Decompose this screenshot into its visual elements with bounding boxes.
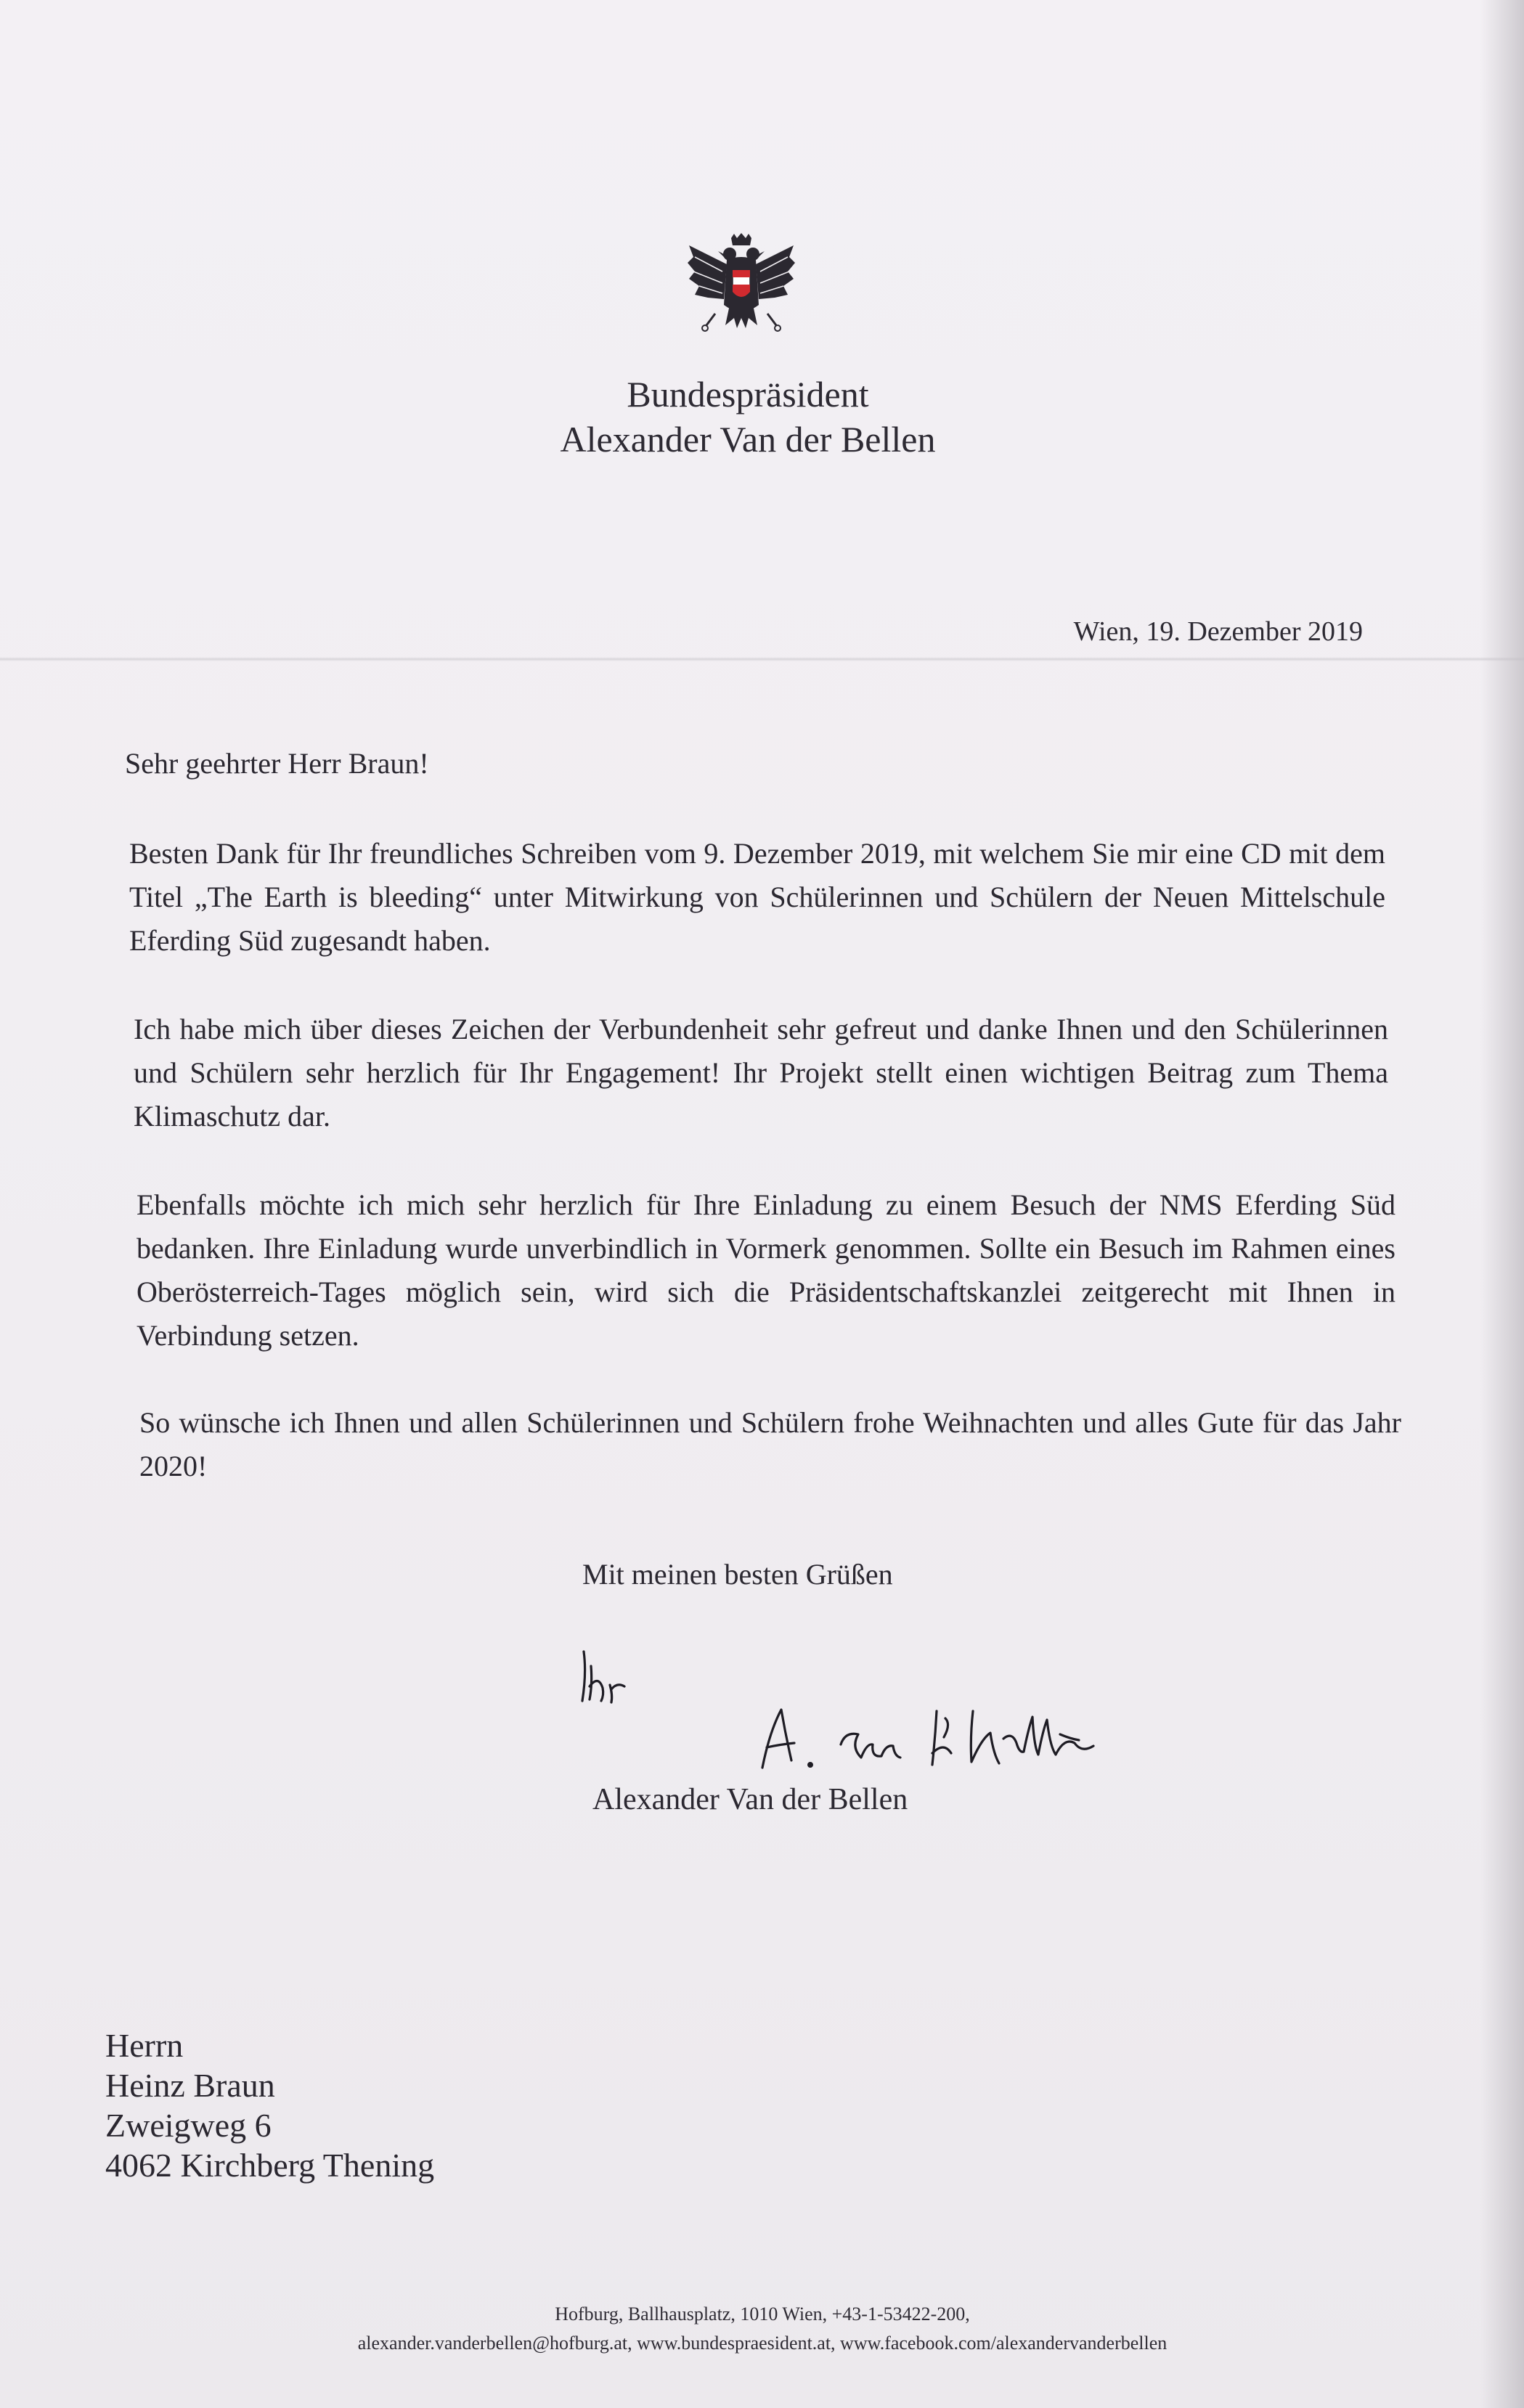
salutation: Sehr geehrter Herr Braun! [125, 747, 429, 780]
handwritten-signature [574, 1644, 1140, 1782]
recipient-line: Herrn [105, 2027, 184, 2064]
letter-date: Wien, 19. Dezember 2019 [1073, 616, 1363, 647]
recipient-line: 4062 Kirchberg Thening [105, 2147, 435, 2184]
letterhead-name: Alexander Van der Bellen [560, 419, 936, 460]
letterhead-title: Bundespräsident [627, 374, 869, 415]
austrian-eagle-icon [686, 232, 796, 341]
body-paragraph: So wünsche ich Ihnen und allen Schülerinnen und Schülern frohe Weihnachten und alles Gute für das Jahr 2020! [139, 1406, 1401, 1482]
body-paragraph: Ich habe mich über dieses Zeichen der Verbundenheit sehr gefreut und danke Ihnen und den Schülerinnen und Schülern sehr herzlich für Ihr Engagement! Ihr Projekt stellt einen wichtigen Beitrag zum Thema Klimaschutz dar. [134, 1013, 1388, 1132]
recipient-line: Heinz Braun [105, 2067, 275, 2104]
paper-fold-line [0, 657, 1524, 661]
footer-contacts: alexander.vanderbellen@hofburg.at, www.bundespraesident.at, www.facebook.com/alexandervanderbellen [357, 2333, 1168, 2354]
body-paragraph: Besten Dank für Ihr freundliches Schreiben vom 9. Dezember 2019, mit welchem Sie mir eine CD mit dem Titel „The Earth is bleeding“ unter Mitwirkung von Schülerinnen und Schülern der Neuen Mittelschule Eferding Süd zugesandt haben. [129, 837, 1385, 957]
recipient-line: Zweigweg 6 [105, 2107, 272, 2144]
footer-address: Hofburg, Ballhausplatz, 1010 Wien, +43-1-53422-200, [555, 2303, 970, 2325]
recipient-address [105, 2025, 434, 2185]
body-paragraph: Ebenfalls möchte ich mich sehr herzlich für Ihre Einladung zu einem Besuch der NMS Eferding Süd bedanken. Ihre Einladung wurde unverbindlich in Vormerk genommen. Sollte ein Besuch im Rahmen eines Oberösterreich-Tages möglich sein, wird sich die Präsidentschaftskanzlei zeitgerecht mit Ihnen in Verbindung setzen. [136, 1188, 1395, 1352]
closing-phrase: Mit meinen besten Grüßen [582, 1558, 893, 1591]
page-edge-shadow [1480, 0, 1524, 2408]
signatory-name: Alexander Van der Bellen [592, 1783, 908, 1816]
